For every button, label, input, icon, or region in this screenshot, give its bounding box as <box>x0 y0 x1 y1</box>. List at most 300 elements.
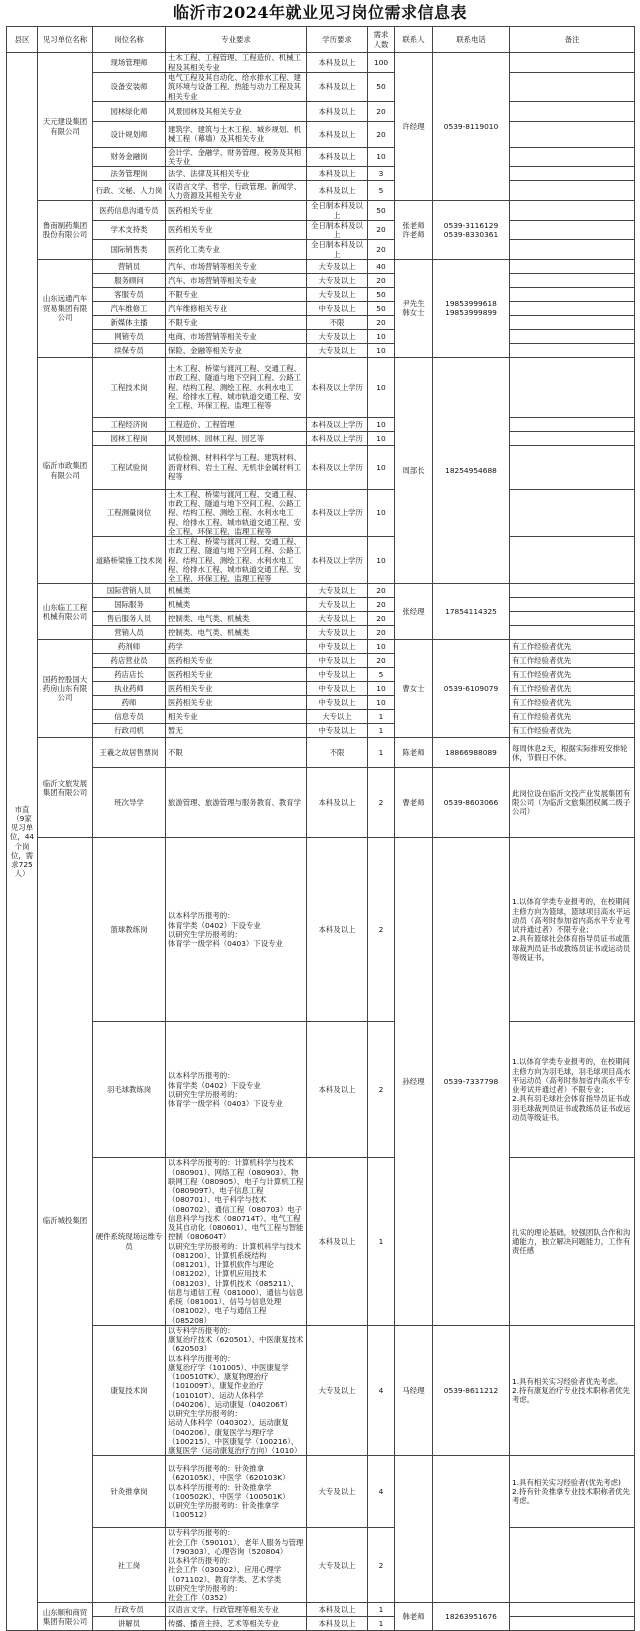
education-cell: 大专及以上 <box>307 626 368 640</box>
count-cell: 10 <box>368 537 395 584</box>
major-cell: 相关专业 <box>166 710 307 724</box>
education-cell: 本科及以上学历 <box>307 537 368 584</box>
education-cell: 本科及以上 <box>307 53 368 73</box>
education-cell: 中专及以上 <box>307 724 368 738</box>
major-cell: 以本科学历报考的： 体育学类（0402）下设专业 以研究生学历报考的： 体育学一级学科（0403）下设专业 <box>166 1022 307 1158</box>
phone-cell: 0539-6109079 <box>433 640 510 738</box>
position-cell: 行政司机 <box>93 724 166 738</box>
remark-cell <box>510 343 635 357</box>
col-header-position: 岗位名称 <box>93 27 166 53</box>
table-row <box>7 343 635 357</box>
education-cell: 本科及以上学历 <box>307 431 368 445</box>
education-cell: 本科及以上 <box>307 1603 368 1617</box>
education-cell: 本科及以上学历 <box>307 357 368 417</box>
major-cell: 以本科学历报考的：计算机科学与技术（080901）、网络工程（080903）、物联网工程（080905）、电子与计算机工程（080909T）、电子信息工程（080701）、电子科学与技术（080702）、通信工程（080703）电子信息科学与技术（080714T）、电气工程及其自动化（080601）、电气工程与智能控制（080604T） 以研究生学历报考的：计算机科学与技术（081200）、计算机系统结构（081201）、计算机软件与理论（081202）、计算机应用技术（081203）、计算机技术（085211）、信息与通信工程（081000）、通信与信息系统（081001）、信号与信息处理（081002）、电子与通信工程（085208） <box>166 1158 307 1326</box>
table-row <box>7 273 635 287</box>
position-cell: 营销人员 <box>93 626 166 640</box>
major-cell: 暂无 <box>166 724 307 738</box>
phone-cell: 0539-7337798 <box>433 838 510 1326</box>
count-cell: 10 <box>368 489 395 536</box>
contact-cell: 曹女士 <box>395 640 433 738</box>
major-cell: 医药相关专业 <box>166 668 307 682</box>
education-cell: 大专及以上 <box>307 1528 368 1603</box>
count-cell: 10 <box>368 329 395 343</box>
major-cell: 药学 <box>166 640 307 654</box>
phone-cell: 0539-3116129 0539-8330361 <box>433 201 510 260</box>
count-cell: 20 <box>368 598 395 612</box>
remark-cell <box>510 537 635 584</box>
table-row <box>7 167 635 181</box>
count-cell: 20 <box>368 220 395 240</box>
table-row <box>7 445 635 489</box>
major-cell: 医药化工类专业 <box>166 240 307 260</box>
remark-cell: 1.具有相关实习经验者(优先考虑) 2.持有针灸推拿专业技术职称者优先考虑。 <box>510 1456 635 1528</box>
page-title: 临沂市2024年就业见习岗位需求信息表 <box>172 3 468 22</box>
count-cell: 100 <box>368 53 395 73</box>
position-cell: 行政专员 <box>93 1603 166 1617</box>
col-header-education: 学历要求 <box>307 27 368 53</box>
count-cell: 10 <box>368 682 395 696</box>
table-row <box>7 73 635 102</box>
major-cell: 不限专业 <box>166 287 307 301</box>
remark-cell <box>510 329 635 343</box>
count-cell: 50 <box>368 73 395 102</box>
major-cell: 以本科学历报考的： 体育学类（0402）下设专业 以研究生学历报考的： 体育学一级学科（0403）下设专业 <box>166 838 307 1022</box>
remark-cell: 每周休息2天，根据实际排班安排轮休，节假日不休。 <box>510 738 635 768</box>
education-cell: 大专及以上 <box>307 343 368 357</box>
count-cell: 10 <box>368 417 395 431</box>
phone-cell: 19853999618 19853999899 <box>433 259 510 357</box>
count-cell: 10 <box>368 147 395 167</box>
remark-cell <box>510 101 635 121</box>
table-row <box>7 584 635 598</box>
remark-cell <box>510 240 635 260</box>
phone-cell: 18254954688 <box>433 357 510 584</box>
table-row <box>7 1603 635 1617</box>
education-cell: 本科及以上 <box>307 838 368 1022</box>
col-header-county: 县区 <box>7 27 38 53</box>
position-cell: 客服专员 <box>93 287 166 301</box>
unit-name-cell: 山东顺和商贸集团有限公司 <box>38 1603 93 1631</box>
major-cell: 以专科学历报考的：针灸推拿（620105K）、中医学（620103K） 以本科学历报考的：针灸推拿学（100502K）、中医学（100501K） 以研究生学历报考的：针灸推拿学（100512） <box>166 1456 307 1528</box>
table-row <box>7 489 635 536</box>
count-cell: 20 <box>368 612 395 626</box>
remark-cell <box>510 357 635 417</box>
remark-cell <box>510 584 635 598</box>
education-cell: 本科及以上 <box>307 181 368 201</box>
count-cell: 20 <box>368 654 395 668</box>
remark-cell: 1.以体育学类专业报考的，在校期间主修方向为篮球，篮球项目高水平运动员（高考时参加省内高水平专业考试并通过者）不限专业； 2.具有篮球社会体育指导员证书或篮球裁判员证书或教练员证书或运动员等级证书。 <box>510 838 635 1022</box>
remark-cell <box>510 147 635 167</box>
education-cell: 大专及以上 <box>307 1456 368 1528</box>
count-cell: 3 <box>368 167 395 181</box>
table-row <box>7 417 635 431</box>
count-cell: 40 <box>368 259 395 273</box>
position-cell: 执业药师 <box>93 682 166 696</box>
table-row <box>7 240 635 260</box>
education-cell: 大专以上 <box>307 710 368 724</box>
count-cell: 10 <box>368 445 395 489</box>
count-cell: 1 <box>368 1158 395 1326</box>
table-row <box>7 181 635 201</box>
position-cell: 学术支持类 <box>93 220 166 240</box>
major-cell: 机械类 <box>166 584 307 598</box>
col-header-unit: 见习单位名称 <box>38 27 93 53</box>
table-row <box>7 668 635 682</box>
unit-name-cell: 临沂文旅发展集团有限公司 <box>38 738 93 838</box>
major-cell: 医药相关专业 <box>166 682 307 696</box>
remark-cell <box>510 53 635 73</box>
education-cell: 全日制本科及以上 <box>307 240 368 260</box>
table-row <box>7 1325 635 1456</box>
phone-cell: 0539-8611212 <box>433 1325 510 1456</box>
education-cell: 大专及以上 <box>307 259 368 273</box>
table-row <box>7 724 635 738</box>
position-cell: 羽毛球教练岗 <box>93 1022 166 1158</box>
col-header-major: 专业要求 <box>166 27 307 53</box>
table-row <box>7 640 635 654</box>
major-cell: 会计学、金融学、财务管理、税务及其相关专业 <box>166 147 307 167</box>
count-cell: 1 <box>368 1617 395 1631</box>
contact-cell: 陈老师 <box>395 738 433 768</box>
table-row <box>7 1158 635 1326</box>
table-row <box>7 537 635 584</box>
education-cell: 不限 <box>307 738 368 768</box>
education-cell: 本科及以上 <box>307 1022 368 1158</box>
position-cell: 汽车维修工 <box>93 301 166 315</box>
position-cell: 法务管理岗 <box>93 167 166 181</box>
education-cell: 本科及以上学历 <box>307 445 368 489</box>
major-cell: 控制类、电气类、机械类 <box>166 626 307 640</box>
remark-cell: 有工作经验者优先 <box>510 696 635 710</box>
table-row <box>7 1617 635 1631</box>
count-cell: 1 <box>368 738 395 768</box>
count-cell: 20 <box>368 626 395 640</box>
position-cell: 服务顾问 <box>93 273 166 287</box>
remark-cell <box>510 287 635 301</box>
count-cell: 1 <box>368 710 395 724</box>
count-cell: 20 <box>368 584 395 598</box>
remark-cell <box>510 121 635 147</box>
position-cell: 医药信息沟通专员 <box>93 201 166 221</box>
count-cell: 1 <box>368 1603 395 1617</box>
table-row <box>7 1528 635 1603</box>
count-cell: 50 <box>368 301 395 315</box>
remark-cell: 有工作经验者优先 <box>510 682 635 696</box>
position-cell: 国际服务 <box>93 598 166 612</box>
education-cell: 本科及以上学历 <box>307 489 368 536</box>
position-cell: 售后服务人员 <box>93 612 166 626</box>
education-cell: 本科及以上 <box>307 147 368 167</box>
education-cell: 中专及以上 <box>307 682 368 696</box>
education-cell: 大专及以上 <box>307 584 368 598</box>
count-cell: 10 <box>368 431 395 445</box>
contact-cell: 张老师 许老师 <box>395 201 433 260</box>
major-cell: 不限 <box>166 738 307 768</box>
count-cell: 2 <box>368 1022 395 1158</box>
count-cell: 20 <box>368 273 395 287</box>
education-cell: 中专及以上 <box>307 640 368 654</box>
remark-cell <box>510 1603 635 1617</box>
position-cell: 园林工程岗 <box>93 431 166 445</box>
contact-cell: 尹先生 韩女士 <box>395 259 433 357</box>
count-cell: 10 <box>368 696 395 710</box>
table-row <box>7 147 635 167</box>
table-row <box>7 768 635 838</box>
count-cell: 2 <box>368 838 395 1022</box>
count-cell: 4 <box>368 1325 395 1456</box>
position-cell: 药剂师 <box>93 640 166 654</box>
position-cell: 硬件系统现场运维专员 <box>93 1158 166 1326</box>
table-row <box>7 1022 635 1158</box>
major-cell: 建筑学、建筑与土木工程、城乡规划、机械工程（幕墙）及其相关专业 <box>166 121 307 147</box>
major-cell: 保险、金融等相关专业 <box>166 343 307 357</box>
remark-cell <box>510 445 635 489</box>
count-cell: 5 <box>368 668 395 682</box>
contact-cell: 韩老师 <box>395 1603 433 1631</box>
major-cell: 试验检测、材料科学与工程、建筑材料、沥青材料、岩土工程、无机非金属材料工程等 <box>166 445 307 489</box>
position-cell: 设备安装师 <box>93 73 166 102</box>
table-row <box>7 301 635 315</box>
position-cell: 工程经济岗 <box>93 417 166 431</box>
phone-cell: 18866988089 <box>433 738 510 768</box>
position-cell: 篮球教练岗 <box>93 838 166 1022</box>
position-cell: 道路桥梁施工技术岗 <box>93 537 166 584</box>
col-header-remark: 备注 <box>510 27 635 53</box>
position-cell: 财务金融岗 <box>93 147 166 167</box>
major-cell: 旅游管理、旅游管理与服务教育、教育学 <box>166 768 307 838</box>
position-cell: 工程测量岗位 <box>93 489 166 536</box>
table-row <box>7 738 635 768</box>
major-cell: 电气工程及其自动化、给水排水工程、建筑环境与设备工程、热能与动力工程及其相关专业 <box>166 73 307 102</box>
remark-cell <box>510 598 635 612</box>
remark-cell: 1.以体育学类专业报考的，在校期间主修方向为羽毛球，羽毛球项目高水平运动员（高考时参加省内高水平专业考试并通过者）不限专业； 2.具有羽毛球社会体育指导员证书或羽毛球裁判员证书或教练员证书或运动员等级证书。 <box>510 1022 635 1158</box>
contact-cell: 张经理 <box>395 584 433 640</box>
education-cell: 本科及以上 <box>307 1158 368 1326</box>
remark-cell <box>510 1528 635 1603</box>
education-cell: 大专及以上 <box>307 329 368 343</box>
contact-cell: 曹老师 <box>395 768 433 838</box>
position-cell: 信息专员 <box>93 710 166 724</box>
remark-cell <box>510 273 635 287</box>
education-cell: 不限 <box>307 315 368 329</box>
education-cell: 本科及以上 <box>307 73 368 102</box>
position-cell: 药师 <box>93 696 166 710</box>
major-cell: 以专科学历报考的： 康复治疗技术（620501）、中医康复技术（620503） 以本科学历报考的： 康复治疗学（101005）、中医康复学（100510TK）、康复物理治疗（101009T）、康复作业治疗（101010T）、运动人体科学（040206）、运动康复（040206T） 以研究生学历报考的： 运动人体科学（040302）、运动康复（040206）、康复医学与理疗学（100215）、中医康复学（100216）、康复医学（运动康复治疗方向）（1010） <box>166 1325 307 1456</box>
remark-cell <box>510 1617 635 1631</box>
education-cell: 全日制本科及以上 <box>307 220 368 240</box>
contact-cell: 周部长 <box>395 357 433 584</box>
col-header-contact: 联系人 <box>395 27 433 53</box>
position-cell: 讲解员 <box>93 1617 166 1631</box>
education-cell: 本科及以上 <box>307 1617 368 1631</box>
position-cell: 针灸推拿岗 <box>93 1456 166 1528</box>
position-cell: 药店店长 <box>93 668 166 682</box>
major-cell: 机械类 <box>166 598 307 612</box>
table-row <box>7 357 635 417</box>
major-cell: 电商、市场营销等相关专业 <box>166 329 307 343</box>
major-cell: 土木工程、桥梁与渡河工程、交通工程、市政工程、隧道与地下空间工程、公路工程、结构工程、测绘工程、水利水电工程、给排水工程、城市轨道交通工程、安全工程、环保工程、监理工程等 <box>166 357 307 417</box>
education-cell: 大专及以上 <box>307 598 368 612</box>
unit-name-cell: 鲁南制药集团股份有限公司 <box>38 201 93 260</box>
unit-name-cell: 天元建设集团有限公司 <box>38 53 93 201</box>
major-cell: 不限专业 <box>166 315 307 329</box>
major-cell: 医药相关专业 <box>166 201 307 221</box>
education-cell: 中专及以上 <box>307 668 368 682</box>
education-cell: 全日制本科及以上 <box>307 201 368 221</box>
count-cell: 20 <box>368 101 395 121</box>
unit-name-cell: 临沂市政集团有限公司 <box>38 357 93 584</box>
count-cell: 50 <box>368 201 395 221</box>
position-cell: 国际销售类 <box>93 240 166 260</box>
position-cell: 现场管理师 <box>93 53 166 73</box>
header-row <box>7 27 635 53</box>
education-cell: 本科及以上学历 <box>307 417 368 431</box>
remark-cell <box>510 417 635 431</box>
position-cell: 新媒体主播 <box>93 315 166 329</box>
phone-cell: 18263951676 <box>433 1603 510 1631</box>
position-cell: 药店营业员 <box>93 654 166 668</box>
unit-name-cell: 临沂城投集团 <box>38 838 93 1603</box>
position-cell: 网销专员 <box>93 329 166 343</box>
position-cell: 社工岗 <box>93 1528 166 1603</box>
count-cell: 10 <box>368 357 395 417</box>
table-row <box>7 696 635 710</box>
table-row <box>7 287 635 301</box>
table-row <box>7 1456 635 1528</box>
remark-cell <box>510 431 635 445</box>
col-header-phone: 联系电话 <box>433 27 510 53</box>
contact-cell: 马经理 <box>395 1325 433 1456</box>
major-cell: 传播、播音主持、艺术等相关专业 <box>166 1617 307 1631</box>
major-cell: 医药相关专业 <box>166 654 307 668</box>
count-cell: 5 <box>368 181 395 201</box>
remark-cell: 有工作经验者优先 <box>510 640 635 654</box>
major-cell: 汽车、市场营销等相关专业 <box>166 259 307 273</box>
education-cell: 中专及以上 <box>307 654 368 668</box>
position-cell: 康复技术岗 <box>93 1325 166 1456</box>
remark-cell: 有工作经验者优先 <box>510 654 635 668</box>
count-cell: 50 <box>368 287 395 301</box>
position-cell: 工程试验岗 <box>93 445 166 489</box>
position-cell: 营销员 <box>93 259 166 273</box>
table-row <box>7 220 635 240</box>
table-row <box>7 201 635 221</box>
count-cell: 2 <box>368 768 395 838</box>
position-cell: 设计规划师 <box>93 121 166 147</box>
count-cell: 10 <box>368 343 395 357</box>
table-row <box>7 710 635 724</box>
position-cell: 行政、文秘、人力岗 <box>93 181 166 201</box>
major-cell: 土木工程、工程管理、工程造价、机械工程及其相关专业 <box>166 53 307 73</box>
education-cell: 大专及以上 <box>307 287 368 301</box>
table-row <box>7 682 635 696</box>
table-row <box>7 259 635 273</box>
position-cell: 园林绿化师 <box>93 101 166 121</box>
table-row <box>7 612 635 626</box>
count-cell: 20 <box>368 315 395 329</box>
education-cell: 大专及以上 <box>307 273 368 287</box>
phone-cell: 0539-8119010 <box>433 53 510 201</box>
table-row <box>7 53 635 73</box>
remark-cell: 有工作经验者优先 <box>510 724 635 738</box>
major-cell: 医药相关专业 <box>166 696 307 710</box>
remark-cell: 扎实的理论基础，较强团队合作和沟通能力，独立解决问题能力，工作有责任感 <box>510 1158 635 1326</box>
table-row <box>7 431 635 445</box>
remark-cell <box>510 489 635 536</box>
phone-cell: 17854114325 <box>433 584 510 640</box>
major-cell: 汉语言文学、哲学、行政管理、新闻学、人力资源及其相关专业 <box>166 181 307 201</box>
unit-name-cell: 国药控股国大药房山东有限公司 <box>38 640 93 738</box>
phone-cell: 0539-8603066 <box>433 768 510 838</box>
remark-cell: 有工作经验者优先 <box>510 668 635 682</box>
education-cell: 本科及以上 <box>307 768 368 838</box>
major-cell: 法学、法律及其相关专业 <box>166 167 307 181</box>
count-cell: 20 <box>368 240 395 260</box>
table-row <box>7 654 635 668</box>
col-header-count: 需求人数 <box>368 27 395 53</box>
contact-cell <box>395 1456 433 1603</box>
major-cell: 以专科学历报考的： 社会工作（590101）、老年人服务与管理（790303）、心理咨询（520804） 以本科学历报考的： 社会工作（030302）、应用心理学（071102）、教育学类、艺术学类 以研究生学历报考的： 社会工作（0352） <box>166 1528 307 1603</box>
major-cell: 工程造价、工程管理 <box>166 417 307 431</box>
position-cell: 班次导学 <box>93 768 166 838</box>
table-row <box>7 329 635 343</box>
unit-name-cell: 山东临工工程机械有限公司 <box>38 584 93 640</box>
education-cell: 大专及以上 <box>307 612 368 626</box>
table-row <box>7 626 635 640</box>
position-cell: 国际营销人员 <box>93 584 166 598</box>
county-cell: 市直（9家见习单位，44个岗位，需求725人） <box>7 53 38 1631</box>
remark-cell <box>510 181 635 201</box>
count-cell: 20 <box>368 121 395 147</box>
education-cell: 中专及以上 <box>307 301 368 315</box>
position-cell: 工程技术岗 <box>93 357 166 417</box>
contact-cell: 许经理 <box>395 53 433 201</box>
phone-cell <box>433 1456 510 1603</box>
contact-cell: 孙经理 <box>395 838 433 1326</box>
major-cell: 控制类、电气类、机械类 <box>166 612 307 626</box>
education-cell: 本科及以上 <box>307 121 368 147</box>
education-cell: 大专及以上 <box>307 1325 368 1456</box>
major-cell: 医药相关专业 <box>166 220 307 240</box>
remark-cell <box>510 626 635 640</box>
table-row <box>7 121 635 147</box>
position-cell: 王羲之故居售票岗 <box>93 738 166 768</box>
unit-name-cell: 山东远通汽车贸易集团有限公司 <box>38 259 93 357</box>
education-cell: 中专及以上 <box>307 696 368 710</box>
remark-cell <box>510 167 635 181</box>
positions-table <box>6 26 635 1631</box>
table-row <box>7 838 635 1022</box>
major-cell: 汽车维修相关专业 <box>166 301 307 315</box>
major-cell: 风景园林、园林工程、园艺等 <box>166 431 307 445</box>
remark-cell: 有工作经验者优先 <box>510 710 635 724</box>
remark-cell <box>510 315 635 329</box>
education-cell: 本科及以上 <box>307 167 368 181</box>
remark-cell <box>510 612 635 626</box>
remark-cell <box>510 73 635 102</box>
remark-cell <box>510 201 635 221</box>
major-cell: 汉语言文学、行政管理等相关专业 <box>166 1603 307 1617</box>
table-row <box>7 598 635 612</box>
count-cell: 1 <box>368 724 395 738</box>
remark-cell <box>510 259 635 273</box>
count-cell: 2 <box>368 1528 395 1603</box>
remark-cell <box>510 301 635 315</box>
remark-cell: 1.具有相关实习经验者优先考虑。 2.持有康复治疗专业技术职称者优先考虑。 <box>510 1325 635 1456</box>
count-cell: 4 <box>368 1456 395 1528</box>
remark-cell <box>510 220 635 240</box>
